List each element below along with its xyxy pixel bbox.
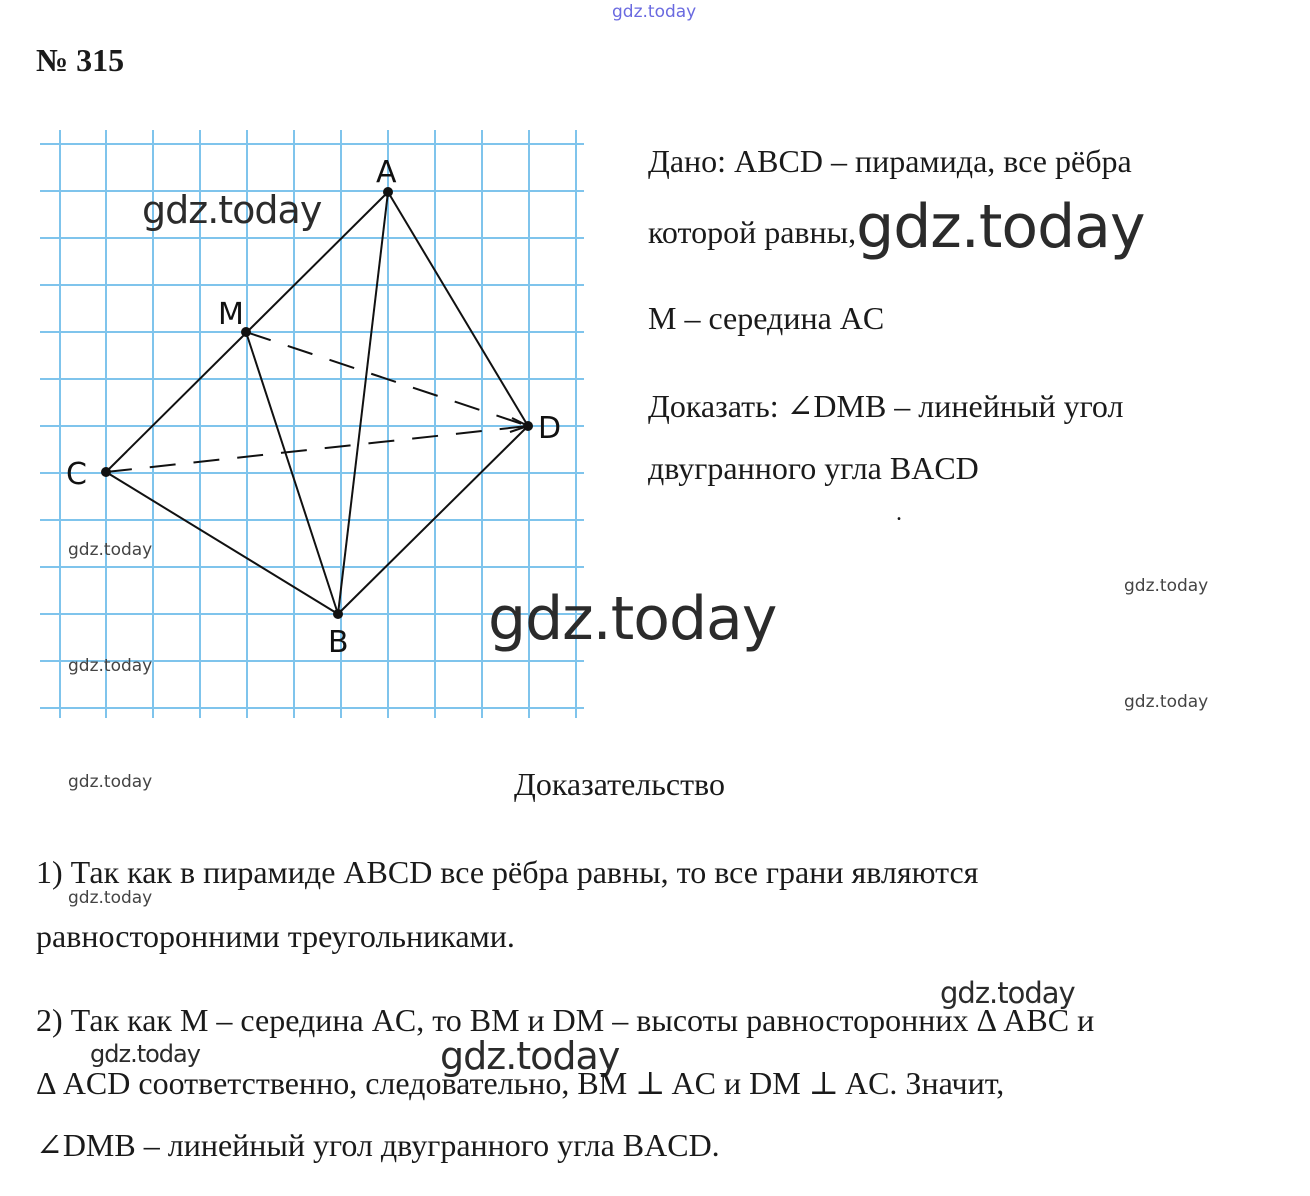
watermark-small-4: gdz.today [68,888,153,908]
watermark-proof-left: gdz.today [90,1040,200,1068]
proof-paragraph-2-line-1: 2) Так как M – середина AC, то BM и DM – высоты равносторонних Δ ABC и [36,1002,1095,1038]
label-d: D [538,411,562,446]
given-block [648,130,1144,499]
label-b: B [328,625,349,660]
watermark-small-right-1: gdz.today [1124,576,1209,596]
watermark-small-right-2: gdz.today [1124,692,1209,712]
given-line-2-text: которой равны, [648,214,857,250]
given-line-2 [648,192,1144,263]
point-b [333,609,343,619]
label-a: A [376,155,397,190]
watermark-proof-right: gdz.today [940,976,1075,1010]
watermark-small-1: gdz.today [68,540,153,560]
watermark-given-large: gdz.today [856,192,1145,262]
given-line-3: M – середина AC [648,300,885,336]
watermark-center-large: gdz.today [488,584,777,654]
given-line-5: двугранного угла BACD [648,450,979,486]
label-m: M [218,297,244,332]
given-line-1: Дано: ABCD – пирамида, все рёбра [648,143,1132,179]
stray-dot: . [896,500,902,526]
watermark-figure-large: gdz.today [142,188,322,232]
proof-heading: Доказательство [514,766,725,802]
watermark-small-2: gdz.today [68,656,153,676]
proof-paragraph-1-line-2: равносторонними треугольниками. [36,918,515,954]
watermark-small-3: gdz.today [68,772,153,792]
watermark-proof-middle: gdz.today [440,1034,620,1078]
proof-paragraph-1-line-1: 1) Так как в пирамиде ABCD все рёбра равны, то все грани являются [36,854,979,890]
point-c [101,467,111,477]
edge-ad [388,192,528,426]
given-line-4: Доказать: ∠DMB – линейный угол [648,388,1124,424]
proof-paragraph-2-line-2: Δ ACD соответственно, следовательно, BM ⊥ AC и DM ⊥ AC. Значит, [36,1065,1005,1101]
edge-ab [338,192,388,614]
top-watermark: gdz.today [612,2,697,22]
point-d [523,421,533,431]
problem-number: № 315 [36,42,125,78]
edge-cd-dashed [106,426,528,472]
label-c: C [66,457,87,492]
proof-paragraph-2-line-3: ∠DMB – линейный угол двугранного угла BACD. [36,1127,720,1163]
